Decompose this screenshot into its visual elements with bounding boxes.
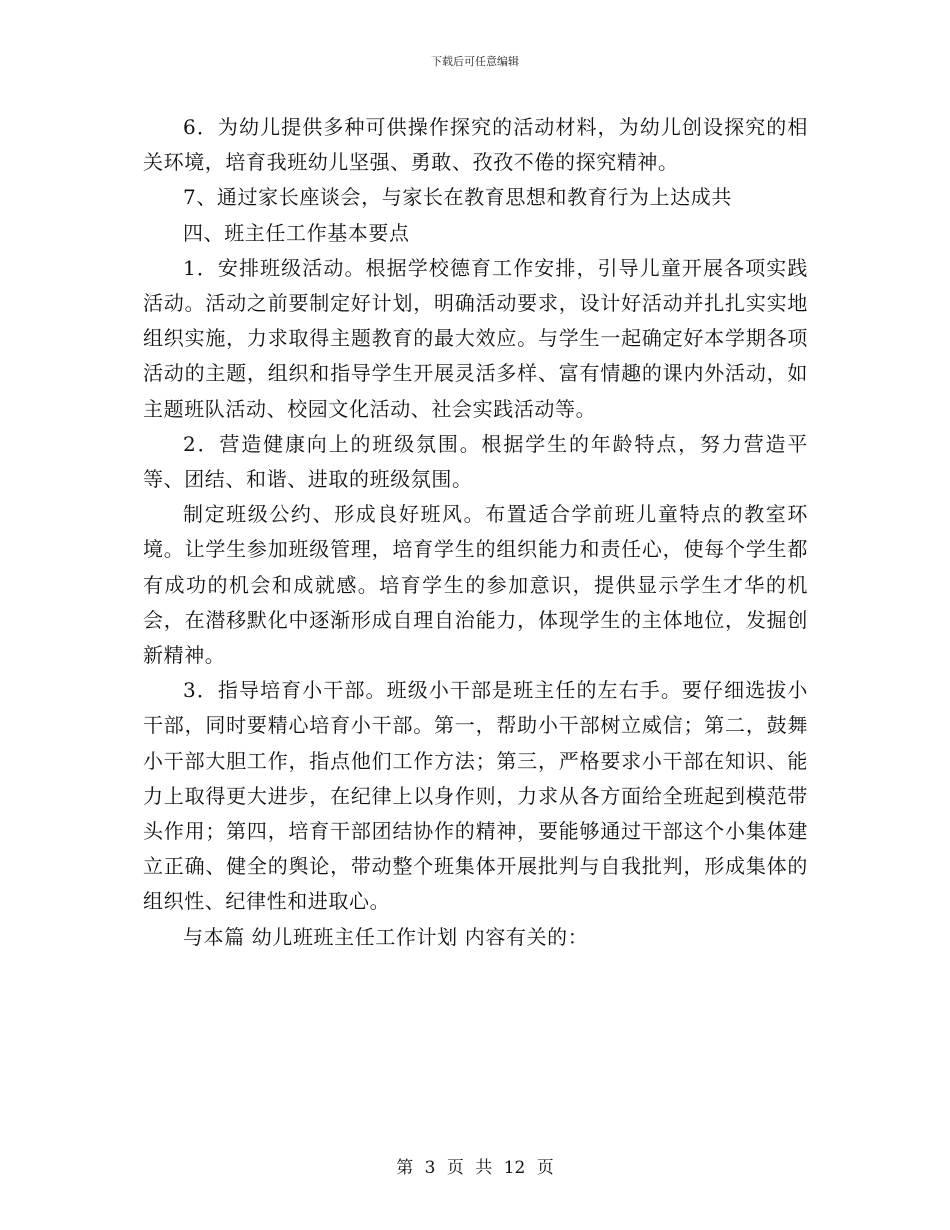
paragraph-point-1: 1．安排班级活动。根据学校德育工作安排，引导儿童开展各项实践活动。活动之前要制定好计划，明确活动要求，设计好活动并扎扎实实地组织实施，力求取得主题教育的最大效应。与学生一起确定好本学期各项活动的主题，组织和指导学生开展灵活多样、富有情趣的课内外活动，如主题班队活动、校园文化活动、社会实践活动等。 (143, 255, 808, 421)
document-body (143, 110, 808, 955)
related-content-line: 与本篇 幼儿班班主任工作计划 内容有关的： (183, 924, 589, 949)
paragraph-point-3: 3．指导培育小干部。班级小干部是班主任的左右手。要仔细选拔小干部，同时要精心培育小干部。第一，帮助小干部树立威信；第二，鼓舞小干部大胆工作，指点他们工作方法；第三，严格要求小干部在知识、能力上取得更大进步，在纪律上以身作则，力求从各方面给全班起到模范带头作用；第四，培育干部团结协作的精神，要能够通过干部这个小集体建立正确、健全的舆论，带动整个班集体开展批判与自我批判，形成集体的组织性、纪律性和进取心。 (143, 678, 808, 914)
page-header: 下载后可任意编辑 (431, 55, 519, 68)
paragraph-item-6: 6．为幼儿提供多种可供操作探究的活动材料，为幼儿创设探究的相关环境，培育我班幼儿坚强、勇敢、孜孜不倦的探究精神。 (143, 115, 808, 175)
page-number: 第 3 页 共 12 页 (396, 1158, 554, 1178)
section-heading: 四、班主任工作基本要点 (183, 220, 410, 245)
paragraph-class-rules: 制定班级公约、形成良好班风。布置适合学前班儿童特点的教室环境。让学生参加班级管理，培育学生的组织能力和责任心，使每个学生都有成功的机会和成就感。培育学生的参加意识，提供显示学生才华的机会，在潜移默化中逐渐形成自理自治能力，体现学生的主体地位，发掘创新精神。 (143, 502, 808, 668)
paragraph-item-7: 7、通过家长座谈会，与家长在教育思想和教育行为上达成共 (183, 185, 732, 210)
paragraph-point-2: 2．营造健康向上的班级氛围。根据学生的年龄特点，努力营造平等、团结、和谐、进取的班级氛围。 (143, 431, 808, 492)
